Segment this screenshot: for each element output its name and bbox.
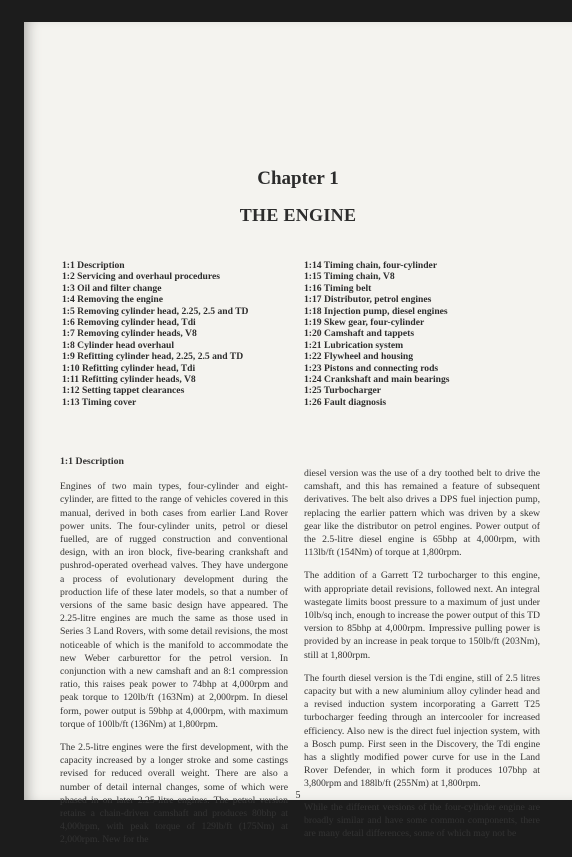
contents-item: 1:12 Setting tappet clearances — [62, 385, 185, 397]
book-page — [24, 22, 572, 846]
contents-item: 1:24 Crankshaft and main bearings — [304, 374, 450, 386]
body-paragraph: The addition of a Garrett T2 turbocharger to this engine, with appropriate detail revisions, followed next. An integral wastegate limits boost pressure to a maximum of just under 10lb/sq inch, enough to increase the power output of this TD version to 85bhp at 4,000rpm. Impressive pulling power is provided by an increase in peak torque to 150lb/ft (203Nm), still at 1,800rpm. — [304, 570, 540, 661]
contents-item: 1:20 Camshaft and tappets — [304, 328, 415, 340]
contents-item: 1:19 Skew gear, four-cylinder — [304, 317, 425, 329]
contents-item: 1:2 Servicing and overhaul procedures — [62, 271, 220, 283]
body-paragraph: diesel version was the use of a dry toothed belt to drive the camshaft, and this has remained a feature of subsequent derivatives. The belt also drives a DPS fuel injection pump, replacing the earlier pattern which was driven by a skew gear like the distributor on petrol engines. Power output of the 2.5-litre diesel engine is 65bhp at 4,000rpm, with 113lb/ft (154Nm) of torque at 1,800rpm. — [304, 468, 540, 559]
contents-item: 1:11 Refitting cylinder heads, V8 — [62, 374, 196, 386]
contents-item: 1:7 Removing cylinder heads, V8 — [62, 328, 197, 340]
contents-item: 1:26 Fault diagnosis — [304, 396, 387, 408]
contents-item: 1:18 Injection pump, diesel engines — [304, 305, 448, 317]
body-paragraph: While the different versions of the four-cylinder engine are broadly similar and have some common components, there are many detail differences, some of which may not be — [304, 801, 540, 840]
contents-item: 1:14 Timing chain, four-cylinder — [304, 260, 438, 271]
contents-list-left — [62, 260, 312, 408]
section-heading: 1:1 Description — [60, 456, 124, 467]
body-paragraph: The fourth diesel version is the Tdi engine, still of 2.5 litres capacity but with a new aluminium alloy cylinder head and a revised induction system incorporating a Garrett T25 turbocharger feeding through an intercooler for increased efficiency. Also new is the direct fuel injection system, with a Bosch pump. First seen in the Discovery, the Tdi engine has a slightly modified power curve for use in the Land Rover Defender, in which form it produces 107bhp at 3,800rpm and 188lb/ft (255Nm) at 1,800rpm. — [304, 672, 540, 790]
contents-item: 1:3 Oil and filter change — [62, 282, 162, 294]
contents-item: 1:5 Removing cylinder head, 2.25, 2.5 and TD — [62, 305, 249, 317]
contents-item: 1:1 Description — [62, 260, 125, 271]
contents-item: 1:4 Removing the engine — [62, 294, 163, 306]
body-paragraph: Engines of two main types, four-cylinder and eight-cylinder, are fitted to the range of vehicles covered in this manual, derived in both cases from earlier Land Rover power units. The four-cylinder units, petrol or diesel fuelled, are of rugged construction and conventional design, with an iron block, five-bearing crankshaft and pushrod-operated overhead valves. They have undergone a process of evolutionary development during the production life of these later models, so that a number of versions of the same basic design have appeared. The 2.25-litre engines are much the same as those used in Series 3 Land Rovers, with some detail revisions, the most noticeable of which is the manifold to accommodate the new Weber carburettor for the petrol version. In conjunction with a new camshaft and an 8:1 compression ratio, this raises peak power to 74bhp at 4,000rpm and peak torque to 120lb/ft (163Nm) at 2,000rpm. In diesel form, power output is 59bhp at 4,000rpm, with maximum torque of 100lb/ft (136Nm) at 1,800rpm. — [60, 481, 288, 730]
contents-item: 1:13 Timing cover — [62, 396, 137, 408]
chapter-title: THE ENGINE — [239, 205, 357, 225]
contents-item: 1:21 Lubrication system — [304, 339, 404, 351]
contents-item: 1:23 Pistons and connecting rods — [304, 362, 439, 374]
page-number: 5 — [295, 790, 301, 801]
contents-item: 1:6 Removing cylinder head, Tdi — [62, 317, 196, 329]
contents-item: 1:25 Turbocharger — [304, 385, 382, 397]
contents-item: 1:8 Cylinder head overhaul — [62, 339, 175, 351]
contents-item: 1:10 Refitting cylinder head, Tdi — [62, 362, 196, 374]
contents-list-right — [304, 260, 554, 408]
contents-item: 1:17 Distributor, petrol engines — [304, 294, 432, 306]
contents-item: 1:22 Flywheel and housing — [304, 351, 414, 363]
chapter-label: Chapter 1 — [257, 168, 339, 189]
contents-item: 1:16 Timing belt — [304, 282, 372, 294]
contents-item: 1:15 Timing chain, V8 — [304, 271, 395, 283]
body-paragraph: The 2.5-litre engines were the first development, with the capacity increased by a longer stroke and some castings revised for reduced overall weight. There are also a number of detail internal changes, some of which were phased in on later 2.25-litre engines. The petrol version retains a chain-driven camshaft and produces 80bhp at 4,000rpm, with peak torque of 129lb/ft (175Nm) at 2,000rpm. New for the — [60, 742, 288, 846]
contents-item: 1:9 Refitting cylinder head, 2.25, 2.5 and TD — [62, 351, 244, 363]
